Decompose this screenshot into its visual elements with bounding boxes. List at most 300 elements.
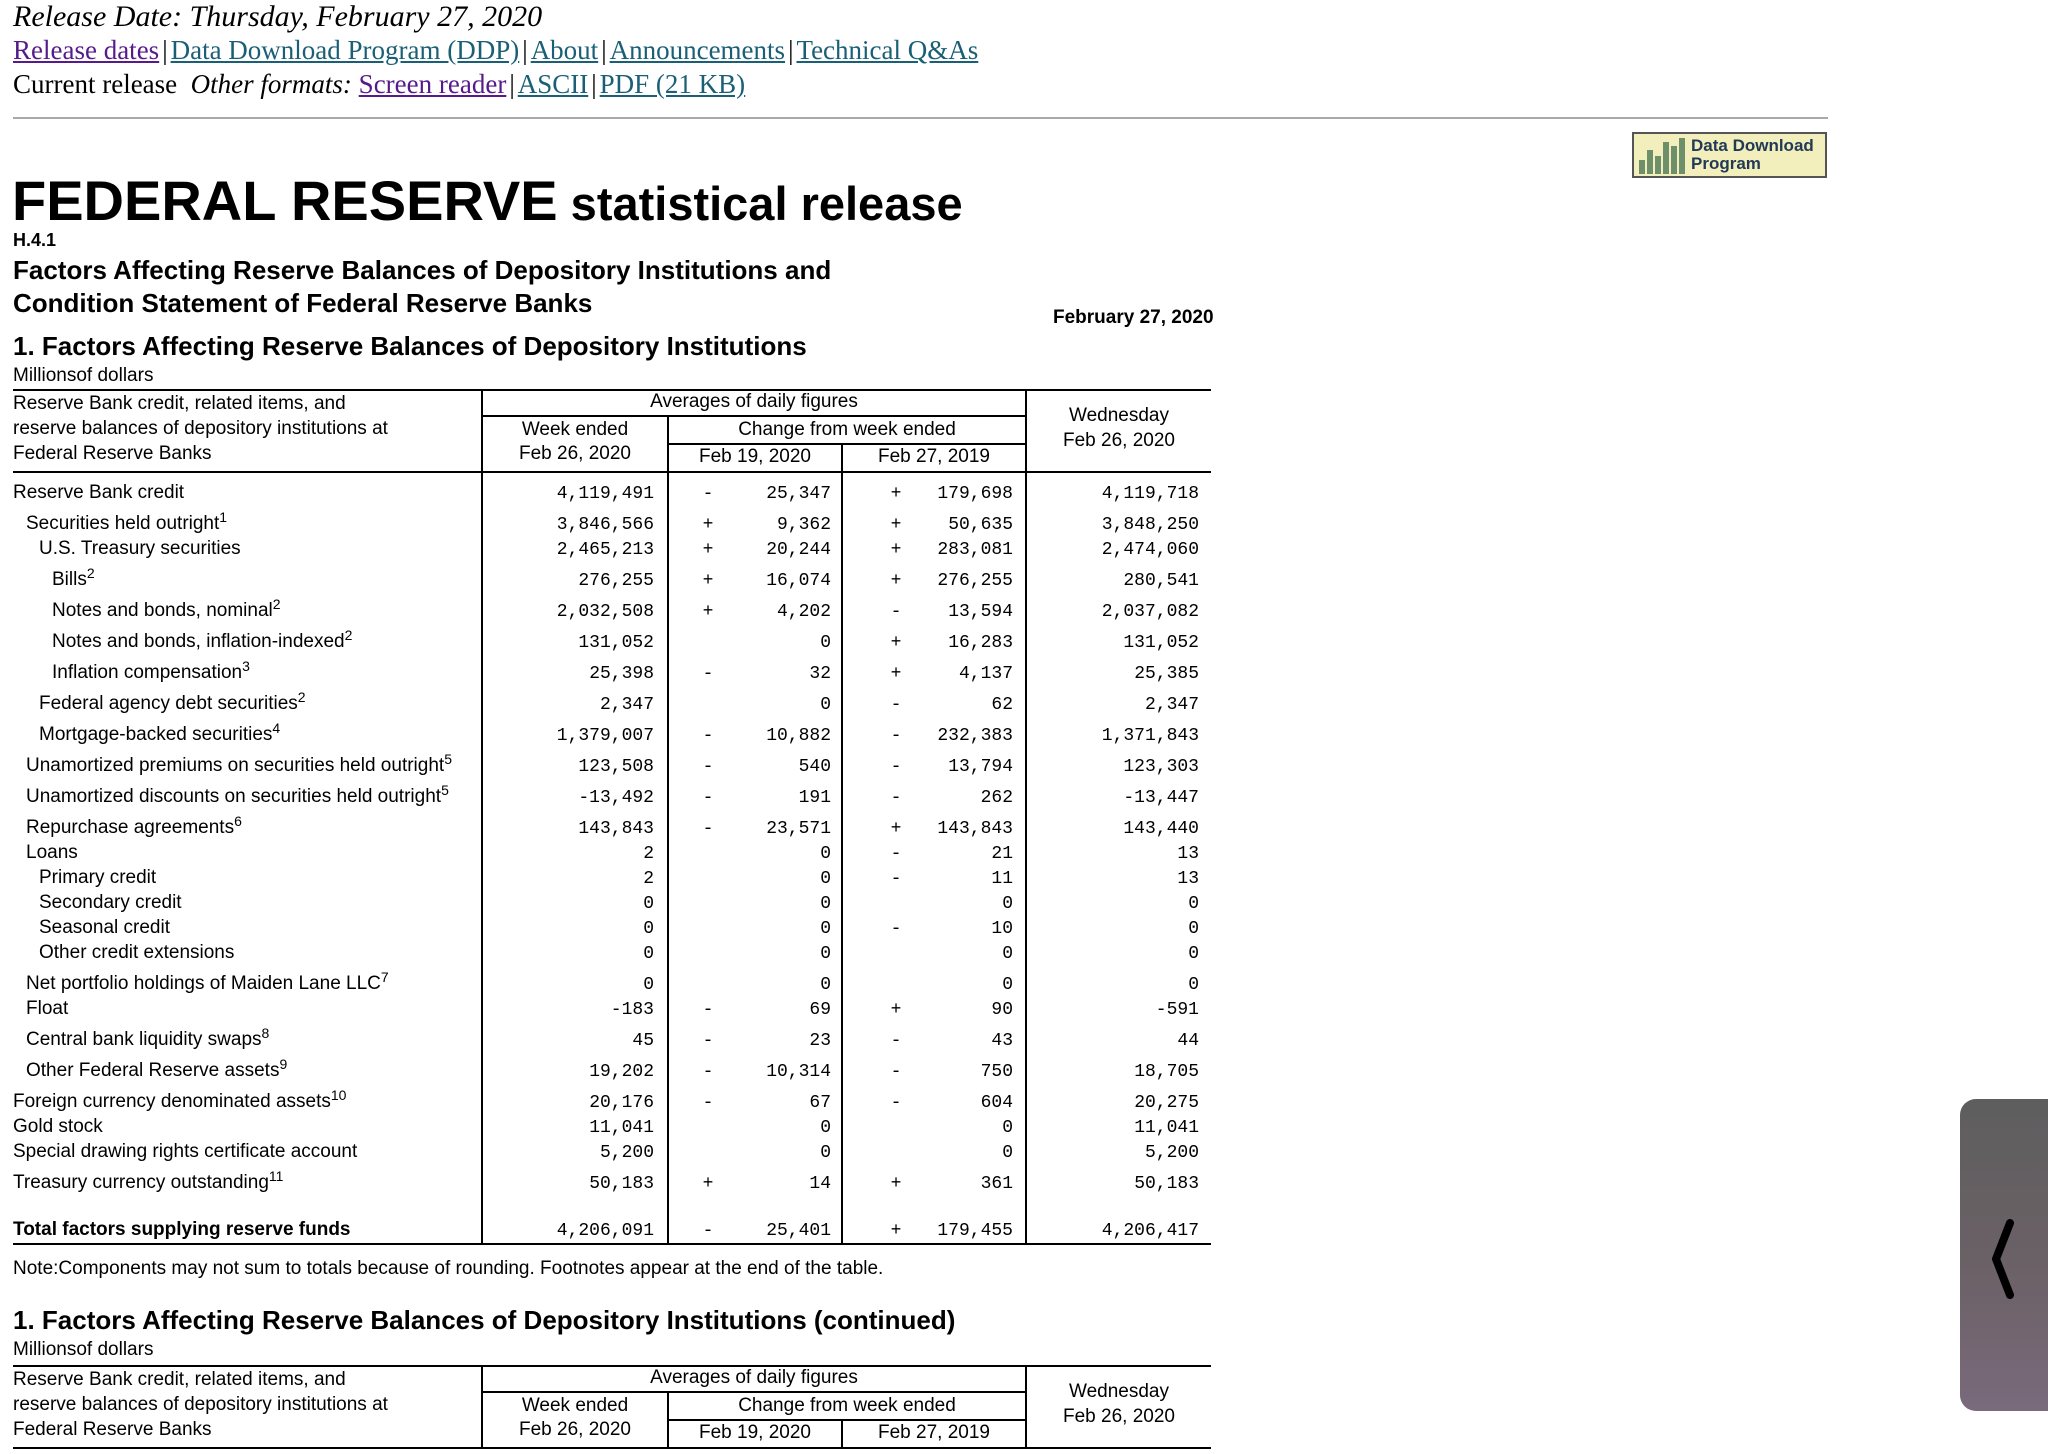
change-value-1: 0 [820, 844, 831, 864]
wednesday-value: 123,303 [1123, 757, 1199, 777]
row-label [26, 969, 389, 995]
footnote-marker: 5 [441, 782, 449, 798]
wednesday-header: Wednesday [1069, 405, 1169, 426]
week-value: -13,492 [578, 788, 654, 808]
title-bold-part: FEDERAL RESERVE [12, 169, 558, 232]
row-label [13, 1087, 347, 1113]
change-value-2: 361 [980, 1174, 1013, 1194]
total-sign-1: - [702, 1221, 714, 1241]
row-label [39, 892, 182, 914]
week-ended-date: Feb 26, 2020 [519, 443, 631, 464]
week-value: 0 [643, 894, 654, 914]
week-value: 19,202 [589, 1062, 654, 1082]
side-panel-tab[interactable] [1960, 1099, 2048, 1411]
table-row [13, 941, 1211, 966]
row-label [52, 565, 95, 591]
week-value: 0 [643, 944, 654, 964]
row-label-text: Bills [52, 569, 87, 590]
table-row [13, 866, 1211, 891]
other-formats-label: Other formats: [190, 69, 352, 99]
footnote-marker: 3 [242, 658, 250, 674]
release-code: H.4.1 [13, 230, 57, 250]
row-label-text: Notes and bonds, nominal [52, 600, 273, 621]
table-row [13, 1165, 1211, 1196]
wednesday-value: 5,200 [1144, 1143, 1199, 1163]
row-label [26, 751, 452, 777]
change-value-1: 69 [809, 1000, 831, 1020]
total-wednesday: 4,206,417 [1101, 1221, 1199, 1241]
release-dates-link[interactable]: Release dates [13, 35, 160, 65]
change-sign-2: + [890, 540, 902, 560]
week-value: 45 [632, 1031, 654, 1051]
table-row [13, 748, 1211, 779]
nav-separator: | [509, 69, 515, 99]
ddp-badge-button[interactable] [1632, 132, 1827, 178]
change-sign-1: + [702, 571, 714, 591]
week-value: 11,041 [589, 1118, 654, 1138]
page-title [12, 168, 963, 233]
change-value-1: 0 [820, 1118, 831, 1138]
table-header-continued [13, 1365, 1211, 1449]
change-value-1: 0 [820, 894, 831, 914]
row-label-text: Float [26, 998, 69, 1019]
row-label [52, 627, 353, 653]
wednesday-value: 0 [1188, 919, 1199, 939]
wednesday-value: 13 [1177, 869, 1199, 889]
change-date-2: Feb 27, 2019 [878, 1422, 990, 1443]
footnote-marker: 2 [272, 596, 281, 612]
row-label-text: Other Federal Reserve assets [26, 1060, 280, 1081]
row-label-text: Primary credit [39, 867, 157, 888]
units-label: Millionsof dollars [13, 365, 154, 386]
change-value-2: 13,794 [948, 757, 1013, 777]
stub-header-line2: reserve balances of depository institutions at [13, 1394, 388, 1415]
week-value: 50,183 [589, 1174, 654, 1194]
change-value-1: 16,074 [766, 571, 831, 591]
wednesday-value: 3,848,250 [1101, 515, 1199, 535]
footnote-marker: 8 [261, 1025, 270, 1041]
change-sign-2: - [890, 869, 902, 889]
change-sign-2: - [890, 602, 902, 622]
change-value-1: 23 [809, 1031, 831, 1051]
total-change-2: 179,455 [937, 1221, 1013, 1241]
change-sign-1: + [702, 1174, 714, 1194]
table-row [13, 891, 1211, 916]
header-rule [669, 443, 1025, 445]
row-label-text: Unamortized discounts on securities held outright [26, 786, 442, 807]
change-value-2: 50,635 [948, 515, 1013, 535]
change-sign-1: - [702, 1031, 714, 1051]
averages-header: Averages of daily figures [650, 1367, 858, 1388]
ascii-link[interactable]: ASCII [517, 69, 589, 99]
wednesday-value: 50,183 [1134, 1174, 1199, 1194]
header-rule [669, 1419, 1025, 1421]
change-value-2: 0 [1002, 944, 1013, 964]
ddp-link[interactable]: Data Download Program (DDP) [170, 35, 520, 65]
change-value-2: 283,081 [937, 540, 1013, 560]
change-value-2: 43 [991, 1031, 1013, 1051]
change-value-2: 10 [991, 919, 1013, 939]
row-label [52, 596, 281, 622]
wednesday-value: -591 [1155, 1000, 1199, 1020]
row-label [39, 867, 156, 889]
change-sign-1: - [702, 726, 714, 746]
change-value-2: 179,698 [937, 484, 1013, 504]
ddp-badge-line1: Data Download [1691, 136, 1814, 155]
change-date-1: Feb 19, 2020 [699, 1422, 811, 1443]
week-value: 131,052 [578, 633, 654, 653]
change-from-header: Change from week ended [738, 1395, 956, 1416]
table-row [13, 562, 1211, 593]
footnote-marker: 7 [380, 969, 389, 985]
title-rest: statistical release [557, 177, 963, 230]
change-value-1: 0 [820, 944, 831, 964]
row-label-text: Unamortized premiums on securities held outright [26, 755, 445, 776]
footnote-marker: 1 [219, 509, 228, 525]
change-value-1: 0 [820, 695, 831, 715]
row-label [26, 509, 228, 535]
change-sign-1: + [702, 515, 714, 535]
wednesday-value: 0 [1188, 894, 1199, 914]
footnote-marker: 9 [279, 1056, 288, 1072]
table-row [13, 655, 1211, 686]
change-value-1: 20,244 [766, 540, 831, 560]
change-sign-1: + [702, 602, 714, 622]
change-sign-2: + [890, 1000, 902, 1020]
subtitle-line2: Condition Statement of Federal Reserve Banks [13, 288, 593, 318]
week-value: 3,846,566 [556, 515, 654, 535]
week-value: 4,119,491 [556, 484, 654, 504]
report-date: February 27, 2020 [1053, 307, 1214, 328]
table-row [13, 1084, 1211, 1115]
change-value-2: 0 [1002, 894, 1013, 914]
row-label [26, 1056, 288, 1082]
change-sign-2: - [890, 788, 902, 808]
week-value: 276,255 [578, 571, 654, 591]
row-label [39, 917, 170, 939]
row-label-text: Reserve Bank credit [13, 482, 185, 503]
change-value-2: 90 [991, 1000, 1013, 1020]
factors-table [13, 389, 1211, 1245]
row-label [13, 1116, 103, 1138]
change-value-1: 67 [809, 1093, 831, 1113]
wednesday-date: Feb 26, 2020 [1063, 1406, 1175, 1427]
announcements-link[interactable]: Announcements [609, 35, 786, 65]
wednesday-value: 143,440 [1123, 819, 1199, 839]
wednesday-value: 18,705 [1134, 1062, 1199, 1082]
change-value-2: 0 [1002, 1118, 1013, 1138]
chevron-left-icon [1988, 1219, 2018, 1299]
table-row [13, 506, 1211, 537]
row-label-text: U.S. Treasury securities [39, 538, 241, 559]
change-value-1: 25,347 [766, 484, 831, 504]
week-ended-date: Feb 26, 2020 [519, 1419, 631, 1440]
row-label-text: Repurchase agreements [26, 817, 235, 838]
change-sign-2: - [890, 757, 902, 777]
week-value: 123,508 [578, 757, 654, 777]
row-label [13, 1168, 284, 1194]
wednesday-value: 1,371,843 [1101, 726, 1199, 746]
row-label [39, 689, 306, 715]
nav-separator: | [522, 35, 528, 65]
subtitle [13, 254, 831, 320]
week-value: 2 [643, 844, 654, 864]
change-sign-1: - [702, 757, 714, 777]
week-value: 20,176 [589, 1093, 654, 1113]
table-row [13, 624, 1211, 655]
total-change-1: 25,401 [766, 1221, 831, 1241]
change-sign-2: + [890, 571, 902, 591]
row-label [13, 482, 184, 504]
release-date: Release Date: Thursday, February 27, 2020 [13, 0, 543, 33]
ddp-badge-line2: Program [1691, 154, 1761, 173]
formats-line [13, 69, 745, 100]
table-row [13, 841, 1211, 866]
week-value: 1,379,007 [556, 726, 654, 746]
total-week: 4,206,091 [556, 1221, 654, 1241]
change-sign-2: - [890, 695, 902, 715]
wednesday-value: 2,347 [1144, 695, 1199, 715]
footnote-marker: 6 [234, 813, 242, 829]
header-divider [13, 117, 1828, 119]
row-label-text: Mortgage-backed securities [39, 724, 273, 745]
week-value: 2,465,213 [556, 540, 654, 560]
table-row [13, 966, 1211, 997]
change-value-2: 0 [1002, 975, 1013, 995]
section-heading-continued: 1. Factors Affecting Reserve Balances of Depository Institutions (continued) [13, 1305, 956, 1335]
stub-header-line1: Reserve Bank credit, related items, and [13, 1369, 346, 1390]
wednesday-value: -13,447 [1123, 788, 1199, 808]
stub-header [13, 1367, 483, 1442]
change-value-2: 11 [991, 869, 1013, 889]
change-value-1: 0 [820, 919, 831, 939]
row-label-text: Seasonal credit [39, 917, 170, 938]
footnote-marker: 2 [86, 565, 95, 581]
row-label [13, 1141, 357, 1163]
change-sign-2: + [890, 633, 902, 653]
change-sign-2: + [890, 664, 902, 684]
change-value-2: 143,843 [937, 819, 1013, 839]
footnote-marker: 2 [344, 627, 353, 643]
footnote-marker: 11 [268, 1168, 284, 1184]
row-label [26, 782, 449, 808]
wednesday-value: 0 [1188, 975, 1199, 995]
change-sign-2: + [890, 1174, 902, 1194]
table-body [13, 473, 1211, 1245]
change-value-1: 10,314 [766, 1062, 831, 1082]
table-row [13, 593, 1211, 624]
wednesday-value: 13 [1177, 844, 1199, 864]
row-label [39, 720, 281, 746]
change-value-1: 540 [798, 757, 831, 777]
change-value-1: 23,571 [766, 819, 831, 839]
table-row [13, 1022, 1211, 1053]
row-label [26, 998, 68, 1020]
stub-header-line1: Reserve Bank credit, related items, and [13, 393, 346, 414]
table-row [13, 537, 1211, 562]
change-value-2: 0 [1002, 1143, 1013, 1163]
table-row [13, 1115, 1211, 1140]
change-value-2: 62 [991, 695, 1013, 715]
change-date-1: Feb 19, 2020 [699, 446, 811, 467]
change-sign-1: - [702, 1093, 714, 1113]
factors-table-continued [13, 1365, 1211, 1449]
change-sign-2: - [890, 919, 902, 939]
wednesday-value: 0 [1188, 944, 1199, 964]
change-sign-2: - [890, 844, 902, 864]
change-value-1: 14 [809, 1174, 831, 1194]
change-value-1: 0 [820, 975, 831, 995]
change-sign-1: - [702, 788, 714, 808]
nav-separator: | [788, 35, 794, 65]
units-label-continued: Millionsof dollars [13, 1339, 154, 1360]
table-row [13, 475, 1211, 506]
averages-header: Averages of daily figures [650, 391, 858, 412]
row-label [39, 538, 241, 560]
change-sign-1: - [702, 1062, 714, 1082]
change-value-1: 4,202 [776, 602, 831, 622]
change-from-header: Change from week ended [738, 419, 956, 440]
row-label [52, 658, 250, 684]
table-row [13, 810, 1211, 841]
wednesday-value: 20,275 [1134, 1093, 1199, 1113]
header-rule [483, 1391, 1025, 1393]
row-label-text: Treasury currency outstanding [13, 1172, 269, 1193]
table-row [13, 1140, 1211, 1165]
footnote-marker: 5 [444, 751, 452, 767]
table-row [13, 779, 1211, 810]
change-value-2: 232,383 [937, 726, 1013, 746]
stub-header-line3: Federal Reserve Banks [13, 443, 212, 464]
change-value-1: 0 [820, 1143, 831, 1163]
ddp-badge-text [1687, 137, 1814, 173]
change-value-2: 13,594 [948, 602, 1013, 622]
table-header [13, 389, 1211, 473]
change-value-1: 9,362 [776, 515, 831, 535]
stub-header-line3: Federal Reserve Banks [13, 1419, 212, 1440]
wednesday-value: 44 [1177, 1031, 1199, 1051]
row-label-text: Loans [26, 842, 78, 863]
wednesday-value: 2,474,060 [1101, 540, 1199, 560]
row-label [26, 813, 242, 839]
subtitle-line1: Factors Affecting Reserve Balances of Depository Institutions and [13, 255, 832, 285]
wednesday-value: 25,385 [1134, 664, 1199, 684]
week-value: 2 [643, 869, 654, 889]
wednesday-value: 4,119,718 [1101, 484, 1199, 504]
change-value-2: 276,255 [937, 571, 1013, 591]
current-release-label: Current release [13, 69, 178, 99]
change-value-1: 0 [820, 869, 831, 889]
change-sign-2: - [890, 1093, 902, 1113]
change-value-2: 750 [980, 1062, 1013, 1082]
change-value-2: 16,283 [948, 633, 1013, 653]
change-sign-1: - [702, 484, 714, 504]
week-value: -183 [610, 1000, 654, 1020]
change-sign-2: + [890, 484, 902, 504]
week-value: 2,032,508 [556, 602, 654, 622]
change-sign-2: + [890, 819, 902, 839]
row-label-text: Net portfolio holdings of Maiden Lane LLC [26, 973, 381, 994]
change-value-1: 191 [798, 788, 831, 808]
row-label-text: Federal agency debt securities [39, 693, 298, 714]
bar-chart-icon [1637, 136, 1687, 174]
change-value-2: 4,137 [958, 664, 1013, 684]
nav-separator: | [591, 69, 597, 99]
nav-links [13, 35, 978, 66]
footnote-marker: 10 [330, 1087, 347, 1103]
wednesday-value: 280,541 [1123, 571, 1199, 591]
footnote-marker: 2 [297, 689, 306, 705]
change-value-1: 32 [809, 664, 831, 684]
technical-qas-link[interactable]: Technical Q&As [796, 35, 979, 65]
change-value-1: 10,882 [766, 726, 831, 746]
nav-separator: | [601, 35, 607, 65]
row-label [26, 842, 78, 864]
row-label-text: Foreign currency denominated assets [13, 1091, 331, 1112]
table-row [13, 1053, 1211, 1084]
change-value-1: 0 [820, 633, 831, 653]
stub-header-line2: reserve balances of depository institutions at [13, 418, 388, 439]
wednesday-value: 131,052 [1123, 633, 1199, 653]
week-value: 0 [643, 975, 654, 995]
table-row [13, 686, 1211, 717]
change-sign-1: - [702, 819, 714, 839]
row-label [39, 942, 234, 964]
change-value-2: 604 [980, 1093, 1013, 1113]
change-date-2: Feb 27, 2019 [878, 446, 990, 467]
change-sign-1: - [702, 664, 714, 684]
pdf-link[interactable]: PDF (21 KB) [599, 69, 746, 99]
row-label-text: Special drawing rights certificate account [13, 1141, 358, 1162]
week-value: 143,843 [578, 819, 654, 839]
about-link[interactable]: About [530, 35, 599, 65]
total-label: Total factors supplying reserve funds [13, 1219, 351, 1240]
change-sign-2: + [890, 515, 902, 535]
change-sign-2: - [890, 1062, 902, 1082]
week-ended-header: Week ended [521, 1395, 629, 1416]
row-label-text: Inflation compensation [52, 662, 243, 683]
table-note: Note:Components may not sum to totals because of rounding. Footnotes appear at the end of the table. [13, 1258, 884, 1279]
row-label-text: Gold stock [13, 1116, 103, 1137]
row-label-text: Securities held outright [26, 513, 220, 534]
change-sign-1: + [702, 540, 714, 560]
stub-header [13, 391, 483, 466]
week-value: 5,200 [599, 1143, 654, 1163]
change-value-2: 21 [991, 844, 1013, 864]
change-sign-2: - [890, 726, 902, 746]
table-row [13, 916, 1211, 941]
change-sign-2: - [890, 1031, 902, 1051]
row-label-text: Notes and bonds, inflation-indexed [52, 631, 345, 652]
row-label-text: Other credit extensions [39, 942, 235, 963]
week-value: 0 [643, 919, 654, 939]
week-value: 2,347 [599, 695, 654, 715]
total-sign-2: + [890, 1221, 902, 1241]
table-row [13, 717, 1211, 748]
total-row [13, 1218, 1211, 1243]
section-heading: 1. Factors Affecting Reserve Balances of Depository Institutions [13, 331, 807, 361]
week-ended-header: Week ended [521, 419, 629, 440]
table-row [13, 997, 1211, 1022]
row-label [26, 1025, 270, 1051]
change-value-2: 262 [980, 788, 1013, 808]
wednesday-date: Feb 26, 2020 [1063, 430, 1175, 451]
footnote-marker: 4 [272, 720, 281, 736]
wednesday-header: Wednesday [1069, 1381, 1169, 1402]
screen-reader-link[interactable]: Screen reader [358, 69, 507, 99]
wednesday-value: 2,037,082 [1101, 602, 1199, 622]
change-sign-1: - [702, 1000, 714, 1020]
